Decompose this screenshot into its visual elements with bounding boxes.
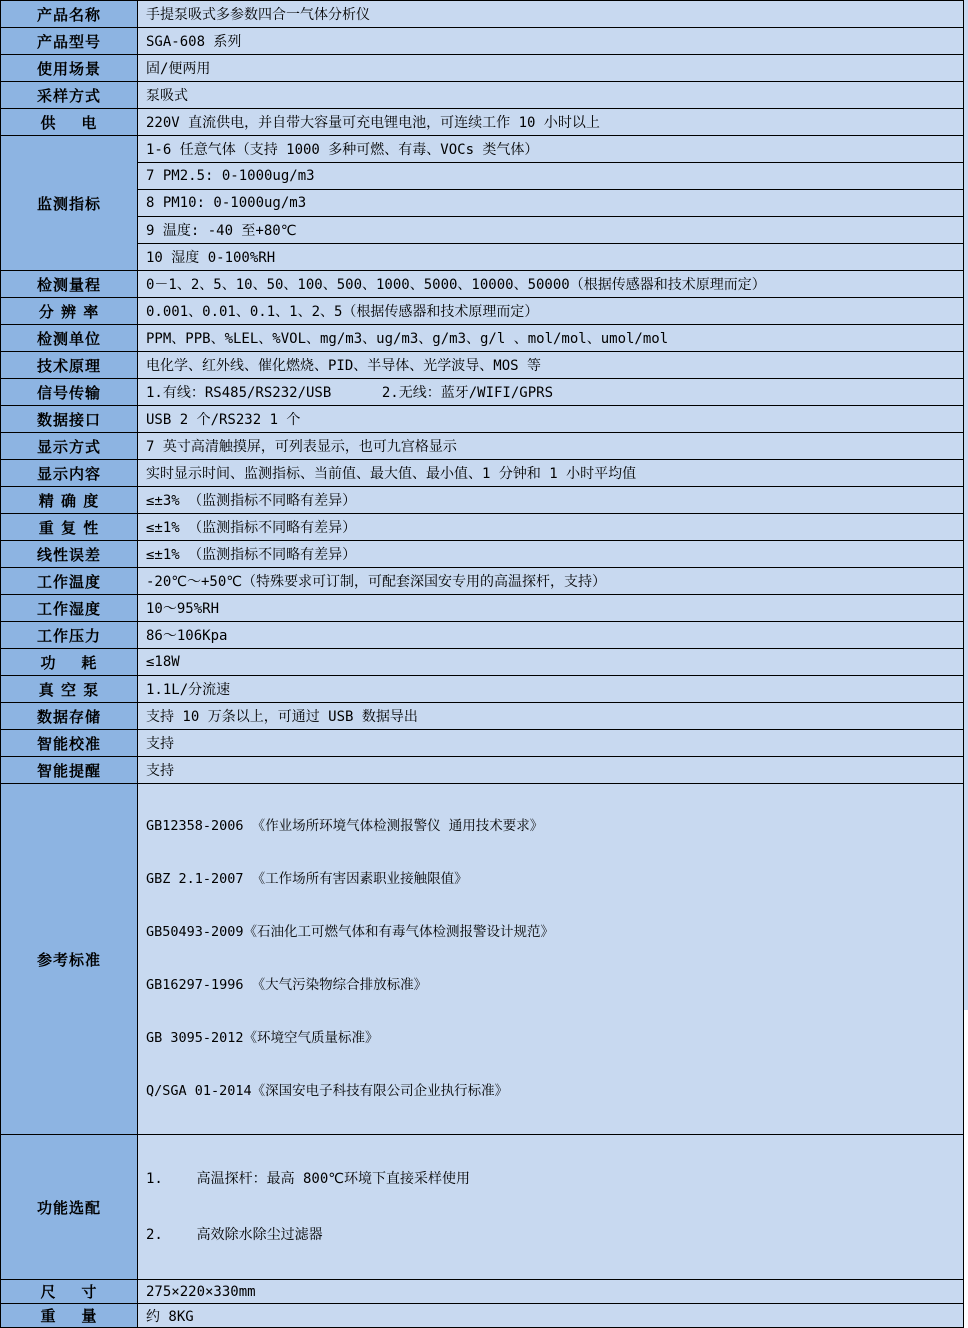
spec-row <box>1 514 964 541</box>
standard-line: Q/SGA 01-2014《深国安电子科技有限公司企业执行标准》 <box>146 1083 509 1099</box>
spec-value-units: PPM、PPB、%LEL、%VOL、mg/m3、ug/m3、g/m3、g/l 、mol/mol、umol/mol <box>138 325 964 352</box>
standard-line: GB 3095-2012《环境空气质量标准》 <box>146 1030 379 1046</box>
spec-row <box>1 568 964 595</box>
spec-value-principle: 电化学、红外线、催化燃烧、PID、半导体、光学波导、MOS 等 <box>138 352 964 379</box>
spec-value-data-port: USB 2 个/RS232 1 个 <box>138 406 964 433</box>
spec-value-display-content: 实时显示时间、监测指标、当前值、最大值、最小值、1 分钟和 1 小时平均值 <box>138 460 964 487</box>
spec-value-indicator-1: 1-6 任意气体（支持 1000 多种可燃、有毒、VOCs 类气体） <box>138 136 964 163</box>
spec-row <box>1 1280 964 1304</box>
spec-value-model: SGA-608 系列 <box>138 28 964 55</box>
spec-row <box>1 190 964 217</box>
spec-label-weight: 重 量 <box>1 1304 138 1328</box>
spec-label-repeatability: 重 复 性 <box>1 514 138 541</box>
spec-value-indicator-5: 10 湿度 0-100%RH <box>138 244 964 271</box>
optional-feature-line: 2. 高效除水除尘过滤器 <box>146 1227 323 1243</box>
spec-value-sampling: 泵吸式 <box>138 82 964 109</box>
spec-value-dimensions: 275×220×330mm <box>138 1280 964 1304</box>
spec-value-power-consumption: ≤18W <box>138 649 964 676</box>
spec-row <box>1 1135 964 1280</box>
spec-label-work-pressure: 工作压力 <box>1 622 138 649</box>
standard-line: GB12358-2006 《作业场所环境气体检测报警仪 通用技术要求》 <box>146 818 544 834</box>
optional-feature-line: 1. 高温探杆：最高 800℃环境下直接采样使用 <box>146 1171 471 1187</box>
spec-label-monitor-indicators: 监测指标 <box>1 136 138 271</box>
spec-label-resolution: 分 辨 率 <box>1 298 138 325</box>
spec-value-weight: 约 8KG <box>138 1304 964 1328</box>
spec-value-optional-features <box>138 1135 964 1280</box>
spec-row <box>1 82 964 109</box>
spec-row <box>1 325 964 352</box>
spec-row <box>1 298 964 325</box>
spec-row <box>1 649 964 676</box>
spec-label-accuracy: 精 确 度 <box>1 487 138 514</box>
spec-value-repeatability: ≤±1% （监测指标不同略有差异） <box>138 514 964 541</box>
spec-value-accuracy: ≤±3% （监测指标不同略有差异） <box>138 487 964 514</box>
spec-value-reference-standards <box>138 784 964 1135</box>
spec-value-work-pressure: 86～106Kpa <box>138 622 964 649</box>
spec-label-reference-standards: 参考标准 <box>1 784 138 1135</box>
spec-row <box>1 109 964 136</box>
spec-label-model: 产品型号 <box>1 28 138 55</box>
spec-value-smart-calibration: 支持 <box>138 730 964 757</box>
spec-row <box>1 217 964 244</box>
spec-value-linearity: ≤±1% （监测指标不同略有差异） <box>138 541 964 568</box>
spec-value-indicator-3: 8 PM10: 0-1000ug/m3 <box>138 190 964 217</box>
spec-row <box>1 730 964 757</box>
spec-value-work-humidity: 10～95%RH <box>138 595 964 622</box>
spec-row <box>1 595 964 622</box>
spec-row <box>1 163 964 190</box>
standard-line: GB16297-1996 《大气污染物综合排放标准》 <box>146 977 428 993</box>
spec-row <box>1 1 964 28</box>
spec-row <box>1 676 964 703</box>
spec-value-vacuum-pump: 1.1L/分流速 <box>138 676 964 703</box>
spec-label-display-content: 显示内容 <box>1 460 138 487</box>
spec-row <box>1 784 964 1135</box>
spec-row <box>1 406 964 433</box>
spec-row <box>1 136 964 163</box>
spec-value-product-name: 手提泵吸式多参数四合一气体分析仪 <box>138 1 964 28</box>
spec-value-range: 0－1、2、5、10、50、100、500、1000、5000、10000、50000（根据传感器和技术原理而定） <box>138 271 964 298</box>
spec-label-vacuum-pump: 真 空 泵 <box>1 676 138 703</box>
spec-row <box>1 541 964 568</box>
spec-label-data-port: 数据接口 <box>1 406 138 433</box>
spec-label-power-consumption: 功 耗 <box>1 649 138 676</box>
spec-row <box>1 487 964 514</box>
spec-row <box>1 622 964 649</box>
standard-line: GBZ 2.1-2007 《工作场所有害因素职业接触限值》 <box>146 871 468 887</box>
spec-label-linearity: 线性误差 <box>1 541 138 568</box>
spec-value-usage-scene: 固/便两用 <box>138 55 964 82</box>
spec-row <box>1 757 964 784</box>
spec-label-smart-calibration: 智能校准 <box>1 730 138 757</box>
spec-row <box>1 379 964 406</box>
spec-value-signal: 1.有线：RS485/RS232/USB 2.无线：蓝牙/WIFI/GPRS <box>138 379 964 406</box>
spec-value-power: 220V 直流供电，并自带大容量可充电锂电池，可连续工作 10 小时以上 <box>138 109 964 136</box>
spec-label-data-storage: 数据存储 <box>1 703 138 730</box>
spec-label-dimensions: 尺 寸 <box>1 1280 138 1304</box>
spec-label-principle: 技术原理 <box>1 352 138 379</box>
spec-row <box>1 244 964 271</box>
spec-value-smart-reminder: 支持 <box>138 757 964 784</box>
spec-label-product-name: 产品名称 <box>1 1 138 28</box>
spec-label-optional-features: 功能选配 <box>1 1135 138 1280</box>
spec-value-resolution: 0.001、0.01、0.1、1、2、5（根据传感器和技术原理而定） <box>138 298 964 325</box>
standard-line: GB50493-2009《石油化工可燃气体和有毒气体检测报警设计规范》 <box>146 924 555 940</box>
spec-label-work-temp: 工作温度 <box>1 568 138 595</box>
spec-label-work-humidity: 工作湿度 <box>1 595 138 622</box>
spec-value-display-mode: 7 英寸高清触摸屏，可列表显示，也可九宫格显示 <box>138 433 964 460</box>
spec-row <box>1 703 964 730</box>
spec-row <box>1 352 964 379</box>
spec-label-units: 检测单位 <box>1 325 138 352</box>
spec-row <box>1 460 964 487</box>
spec-row <box>1 28 964 55</box>
spec-label-usage-scene: 使用场景 <box>1 55 138 82</box>
spec-label-power: 供 电 <box>1 109 138 136</box>
spec-row <box>1 271 964 298</box>
spec-label-smart-reminder: 智能提醒 <box>1 757 138 784</box>
spec-row <box>1 55 964 82</box>
spec-label-display-mode: 显示方式 <box>1 433 138 460</box>
spec-label-signal: 信号传输 <box>1 379 138 406</box>
spec-label-sampling: 采样方式 <box>1 82 138 109</box>
spec-value-work-temp: -20℃～+50℃（特殊要求可订制，可配套深国安专用的高温探杆，支持） <box>138 568 964 595</box>
spec-value-data-storage: 支持 10 万条以上，可通过 USB 数据导出 <box>138 703 964 730</box>
spec-row <box>1 433 964 460</box>
spec-value-indicator-2: 7 PM2.5: 0-1000ug/m3 <box>138 163 964 190</box>
spec-value-indicator-4: 9 温度: -40 至+80℃ <box>138 217 964 244</box>
spec-label-range: 检测量程 <box>1 271 138 298</box>
spec-row <box>1 1304 964 1328</box>
